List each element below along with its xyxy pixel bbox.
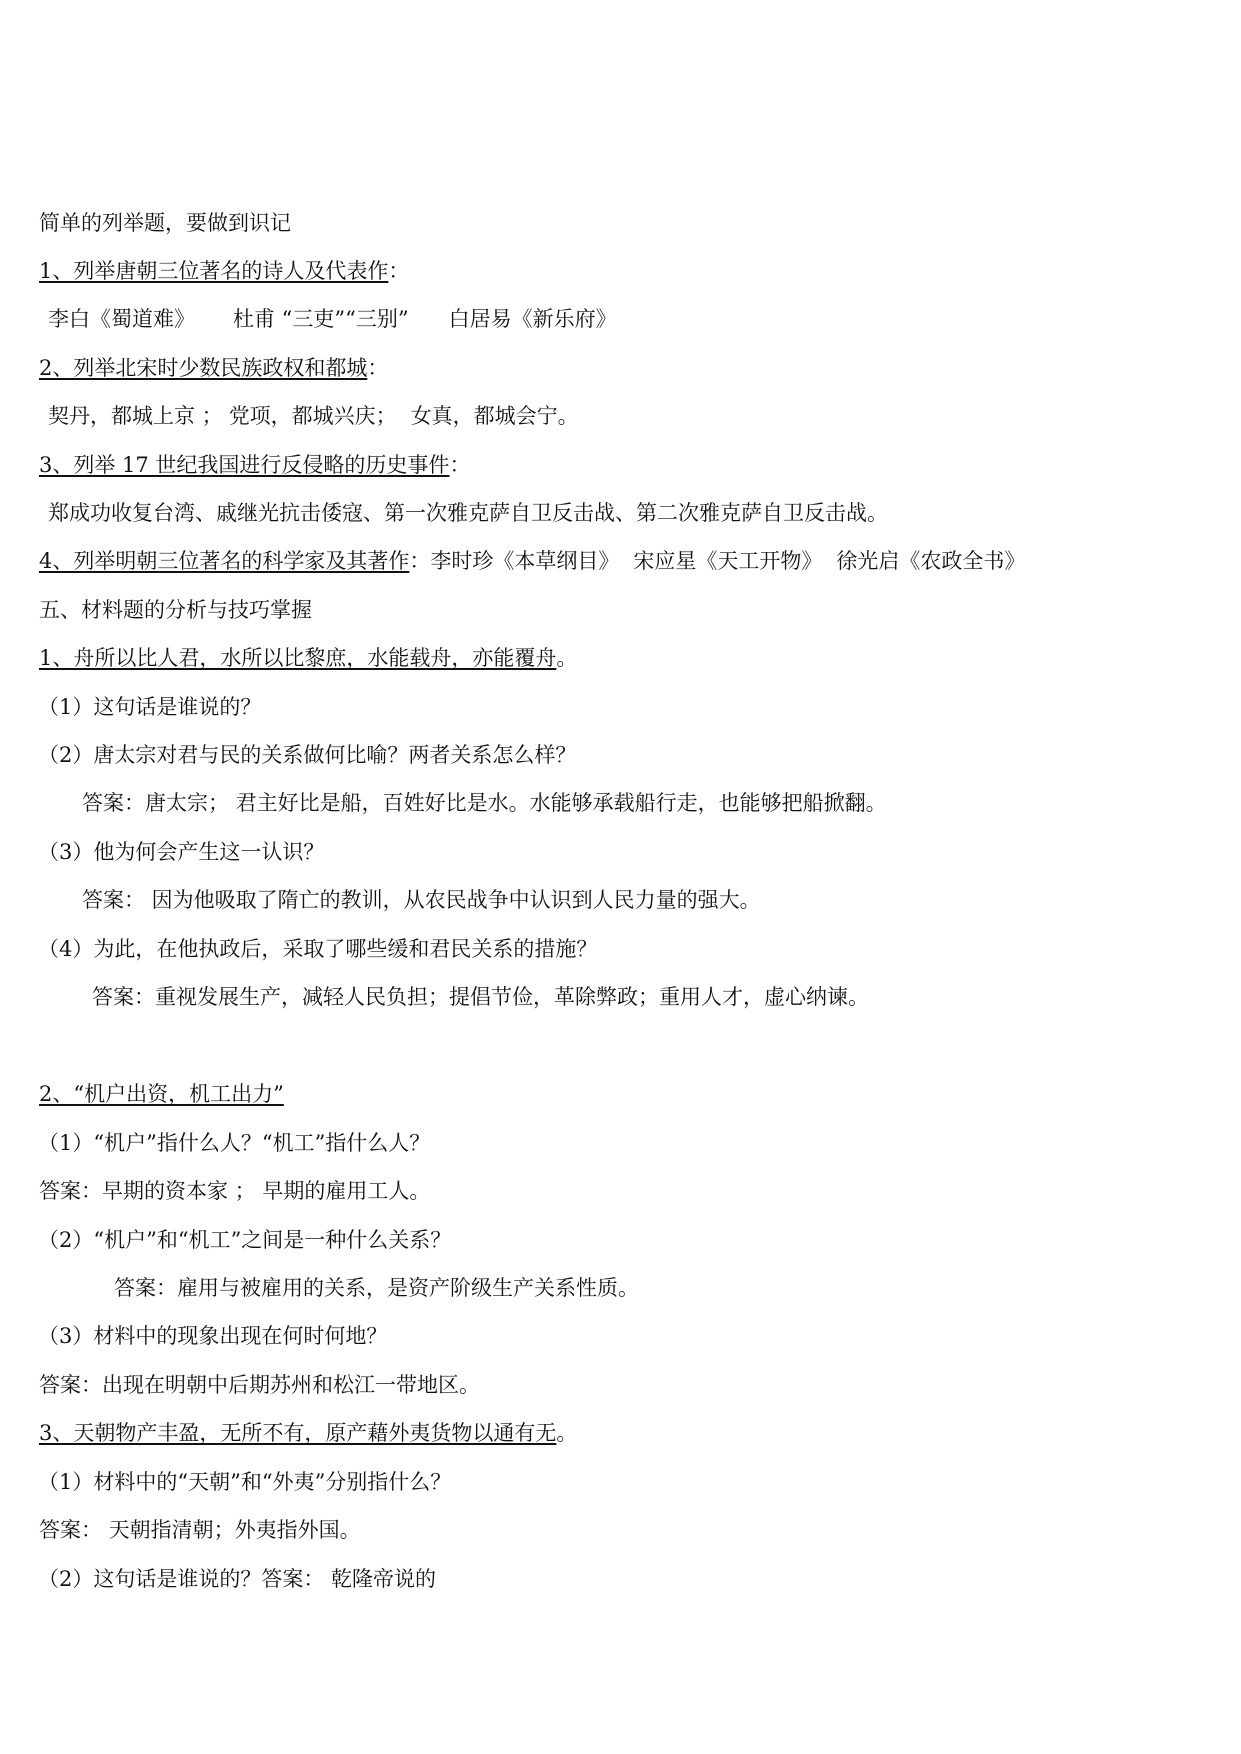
material-2-title: 2、“机户出资，机工出力” xyxy=(39,1082,284,1106)
question-3-title: 3、列举 17 世纪我国进行反侵略的历史事件 xyxy=(39,453,450,477)
material-2-answer-1: 答案：早期的资本家 ； 早期的雇用工人。 xyxy=(39,1179,431,1203)
material-1-question-1: （1）这句话是谁说的？ xyxy=(38,695,262,719)
question-3 xyxy=(39,452,470,478)
material-2 xyxy=(39,1081,284,1107)
material-2-question-3: （3）材料中的现象出现在何时何地？ xyxy=(38,1324,388,1348)
material-3-title: 3、天朝物产丰盈，无所不有，原产藉外夷货物以通有无 xyxy=(39,1421,557,1445)
material-3-question-2: （2）这句话是谁说的？答案： 乾隆帝说的 xyxy=(38,1567,437,1591)
material-2-question-2: （2）“机户”和“机工”之间是一种什么关系？ xyxy=(38,1228,452,1252)
question-1-colon: ： xyxy=(388,259,410,283)
material-1-answer-4: 答案：重视发展生产，减轻人民负担；提倡节俭，革除弊政；重用人才，虚心纳谏。 xyxy=(92,985,869,1009)
material-1-question-3: （3）他为何会产生这一认识？ xyxy=(38,840,325,864)
question-4-title: 4、列举明朝三位著名的科学家及其著作 xyxy=(39,549,410,573)
question-4 xyxy=(39,548,1025,574)
material-1-end: 。 xyxy=(556,646,578,670)
question-3-colon: ： xyxy=(449,453,471,477)
answer-1-item: 李白《蜀道难》 xyxy=(48,307,195,331)
answer-1-item: 白居易《新乐府》 xyxy=(448,307,617,331)
material-1-title: 1、舟所以比人君，水所以比黎庶，水能载舟，亦能覆舟 xyxy=(39,646,557,670)
answer-4-item: 宋应星《天工开物》 xyxy=(633,549,823,573)
answer-4-item: 徐光启《农政全书》 xyxy=(836,549,1026,573)
material-3-answer-1: 答案： 天朝指清朝；外夷指外国。 xyxy=(39,1518,361,1542)
material-1-answer-3: 答案： 因为他吸取了隋亡的教训，从农民战争中认识到人民力量的强大。 xyxy=(82,888,761,912)
answer-4-item: 李时珍《本草纲目》 xyxy=(430,549,620,573)
intro-text: 简单的列举题，要做到识记 xyxy=(39,211,291,235)
material-2-question-1: （1）“机户”指什么人？“机工”指什么人？ xyxy=(38,1131,431,1155)
material-3-end: 。 xyxy=(556,1421,578,1445)
answer-2-item: 女真，都城会宁。 xyxy=(410,404,579,428)
answer-2-item: 党项，都城兴庆； xyxy=(228,404,397,428)
material-1-question-2: （2）唐太宗对君与民的关系做何比喻？两者关系怎么样？ xyxy=(38,743,577,767)
section-5-heading: 五、材料题的分析与技巧掌握 xyxy=(39,598,312,622)
answer-1-item: 杜甫 “三吏”“三别” xyxy=(233,307,409,331)
answer-1 xyxy=(48,306,617,332)
question-2 xyxy=(39,355,388,381)
material-3 xyxy=(39,1420,577,1446)
material-2-answer-3: 答案：出现在明朝中后期苏州和松江一带地区。 xyxy=(39,1373,480,1397)
material-2-answer-2: 答案：雇用与被雇用的关系，是资产阶级生产关系性质。 xyxy=(114,1276,639,1300)
question-2-colon: ： xyxy=(367,356,389,380)
answer-2 xyxy=(48,403,579,429)
answer-2-item: 契丹，都城上京 ； xyxy=(48,404,223,428)
material-3-question-1: （1）材料中的“天朝”和“外夷”分别指什么？ xyxy=(38,1470,452,1494)
answer-3: 郑成功收复台湾、戚继光抗击倭寇、第一次雅克萨自卫反击战、第二次雅克萨自卫反击战。 xyxy=(48,501,888,525)
question-4-colon: ： xyxy=(409,549,431,573)
material-1 xyxy=(39,645,577,671)
question-1 xyxy=(39,258,409,284)
question-2-title: 2、列举北宋时少数民族政权和都城 xyxy=(39,356,368,380)
question-1-title: 1、列举唐朝三位著名的诗人及代表作 xyxy=(39,259,389,283)
material-1-answer-2: 答案：唐太宗； 君主好比是船，百姓好比是水。水能够承载船行走，也能够把船掀翻。 xyxy=(82,791,887,815)
material-1-question-4: （4）为此，在他执政后，采取了哪些缓和君民关系的措施？ xyxy=(38,937,598,961)
